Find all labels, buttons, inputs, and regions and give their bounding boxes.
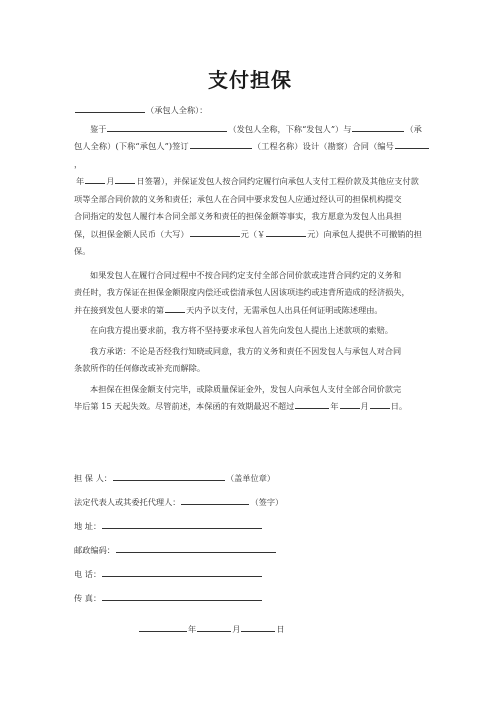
issue-date-row	[138, 621, 285, 635]
p5-text: 年	[330, 401, 339, 411]
p5-text: 本担保在担保金额支付完毕，或除质量保证金外，发包人向承包人支付全部合同价款完	[90, 383, 402, 394]
address-blank[interactable]	[102, 518, 262, 529]
fax-row	[74, 590, 263, 604]
p1-text: 合同指定的发包人履行本合同全部义务和责任的担保金额等事实，我方愿意为发包人出具担	[74, 211, 402, 221]
phone-label: 电 话：	[74, 569, 102, 579]
addressee-blank[interactable]	[75, 102, 145, 113]
addressee-line	[74, 102, 430, 120]
p1-text: （承	[405, 123, 422, 134]
p5-text: 月	[360, 401, 369, 411]
paragraph-5	[74, 381, 430, 416]
p2-text: 责任时，我方保证在担保金额限度内偿还或偿清承包人因该项违约或违背所造成的经济损失，	[74, 287, 410, 297]
legal-rep-label: 法定代表人或其委托代理人：	[74, 497, 181, 507]
paragraph-1	[74, 121, 430, 261]
legal-rep-blank[interactable]	[181, 494, 249, 505]
postcode-row	[74, 542, 277, 556]
expiry-month-blank[interactable]	[340, 398, 360, 409]
p1-text: （工程名称）设计（勘察）合同（编号	[252, 141, 394, 151]
p2-text: 如果发包人在履行合同过程中不按合同约定支付全部合同价款或违背合同约定的义务和	[90, 269, 402, 280]
p1-text: 月	[106, 176, 115, 186]
fax-blank[interactable]	[102, 590, 262, 601]
p1-text: 保。	[74, 246, 91, 256]
p1-text: 元（￥	[240, 228, 266, 239]
fax-label: 传 真：	[74, 593, 102, 603]
p1-text: 年	[76, 176, 85, 186]
p1-text: 包人全称）(下称“承包人”)签订	[74, 141, 189, 151]
p1-text: ，	[74, 158, 83, 169]
guarantor-row	[74, 470, 275, 484]
p1-text: 元）向承包人提供不可撤销的担	[307, 228, 422, 239]
address-label: 地 址：	[74, 521, 102, 531]
contract-number-blank[interactable]	[395, 138, 429, 149]
project-name-blank[interactable]	[190, 138, 252, 149]
amount-figures-blank[interactable]	[266, 226, 306, 237]
payment-days-blank[interactable]	[165, 302, 185, 313]
p2-text: 并在接到发包人要求的第	[74, 304, 165, 315]
document-title: 支付担保	[208, 68, 292, 92]
guarantor-blank[interactable]	[113, 470, 225, 481]
p5-text: 毕后第 15 天起失效。尽管前述，本保函的有效期最迟不超过	[74, 401, 295, 411]
addressee-label: （承包人全称）：	[146, 105, 208, 115]
paragraph-3: 在向我方提出要求前，我方将不坚持要求承包人首先向发包人提出上述款项的索赔。	[90, 325, 393, 335]
issue-year-blank[interactable]	[139, 621, 187, 632]
contractor-name-blank[interactable]	[352, 121, 404, 132]
p4-text: 我方承诺：不论是否经我行知晓或同意，我方的义务和责任不因发包人与承包人对合同	[90, 345, 402, 356]
guarantor-note: （盖单位章）	[225, 473, 276, 483]
phone-row	[74, 566, 263, 580]
p1-text: 保，以担保金额人民币（大写）	[74, 228, 189, 239]
sign-month-blank[interactable]	[85, 173, 105, 184]
p2-text: 天内予以支付，无需承包人出具任何证明或陈述理由。	[186, 304, 383, 315]
document-body	[74, 102, 430, 416]
p1-text: （发包人全称，下称“发包人”）与	[228, 123, 352, 134]
p4-text: 条款所作的任何修改或补充而解除。	[74, 363, 206, 373]
issue-month-blank[interactable]	[197, 621, 231, 632]
p5-text: 日。	[390, 401, 408, 411]
guarantor-label: 担 保 人：	[74, 473, 112, 483]
sign-day-blank[interactable]	[115, 173, 135, 184]
postcode-blank[interactable]	[116, 542, 276, 553]
phone-blank[interactable]	[102, 566, 262, 577]
issue-year-label: 年	[188, 624, 197, 634]
address-row	[74, 518, 263, 532]
issue-day-label: 日	[276, 624, 285, 634]
issue-month-label: 月	[232, 624, 241, 634]
expiry-day-blank[interactable]	[370, 398, 390, 409]
issue-day-blank[interactable]	[241, 621, 275, 632]
paragraph-4	[74, 343, 430, 378]
legal-rep-note: （签字）	[250, 497, 284, 507]
p1-text: 项等全部合同价款的义务和责任；承包人在合同中要求发包人应通过经认可的担保机构提交	[74, 193, 402, 204]
p1-text: 鉴于	[90, 123, 107, 134]
legal-rep-row	[74, 494, 283, 508]
p1-text: 日签署），并保证发包人按合同约定履行向承包人支付工程价款及其他应支付款	[136, 176, 419, 186]
employer-name-blank[interactable]	[107, 121, 227, 132]
postcode-label: 邮政编码：	[74, 545, 115, 555]
paragraph-2	[74, 267, 430, 320]
amount-words-blank[interactable]	[190, 226, 240, 237]
expiry-year-blank[interactable]	[295, 398, 329, 409]
